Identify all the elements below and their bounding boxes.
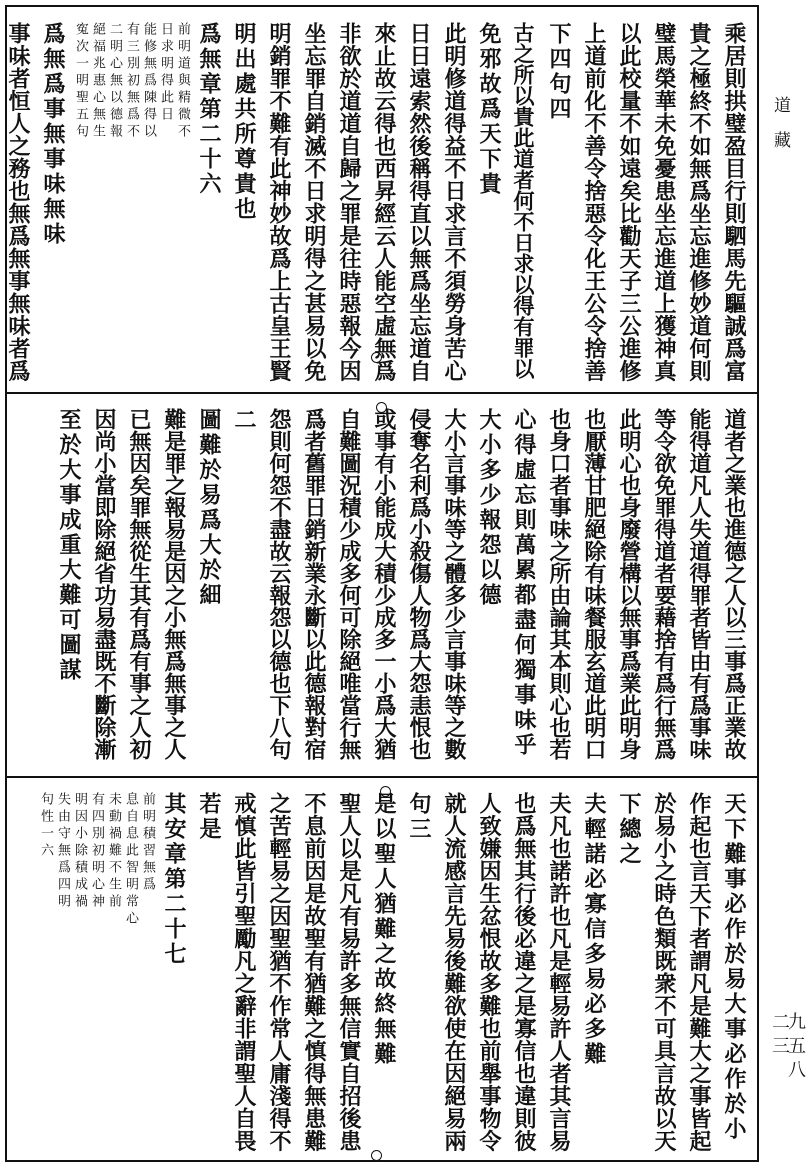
text-column: 人致嫌因生忿恨故多難也前舉事物令 <box>476 792 502 1152</box>
text-column: 此明修道得益不日求言不須勞身苦心 <box>441 22 467 382</box>
text-column: 因尚小當即除絕省功易盡既不斷除漸 <box>91 408 117 760</box>
text-column: 大小多少報怨以德 <box>476 408 502 608</box>
annotation-column: 有三別初無爲不 <box>124 22 139 141</box>
text-column: 也厭薄甘肥絕除有味餐服玄道此明口 <box>581 408 607 760</box>
annotation-column: 失由守無爲四明 <box>55 792 70 911</box>
text-column: 爲無爲事無事味無味 <box>40 22 66 247</box>
text-panel-bottom <box>14 792 750 1152</box>
text-column: 句三 <box>406 792 432 842</box>
annotation-column-group <box>36 792 155 928</box>
panel-divider-2 <box>5 776 759 778</box>
annotation-column-group <box>71 22 190 141</box>
text-column: 爲者舊罪日銷新業永斷以此德報對宿 <box>301 408 327 760</box>
text-column: 事味者恒人之務也無爲無事無味者爲 <box>5 22 31 382</box>
annotation-column: 句性一六 <box>38 792 53 860</box>
text-column: 璧馬榮華未免憂患坐忘進道上獲神真 <box>651 22 677 382</box>
text-column: 天下難事必作於易大事必作於小 <box>721 792 747 1142</box>
text-column: 之苦輕易之因聖猶不作常人庸淺得不 <box>266 792 292 1152</box>
annotation-column: 有四別初明心神 <box>89 792 104 911</box>
text-column: 難是罪之報易是因之小無爲無事之人 <box>161 408 187 760</box>
text-column: 也身口者事味之所由論其本則心也若 <box>546 408 572 760</box>
text-column: 侵奪名利爲小殺傷人物爲大怨恚恨也 <box>406 408 432 760</box>
text-column: 二 <box>231 408 257 433</box>
text-column: 明出處共所尊貴也 <box>231 22 257 222</box>
annotation-column: 絕福兆惠心無生 <box>90 22 105 141</box>
text-column: 夫凡也諾許也凡是輕易許人者其言易 <box>546 792 572 1152</box>
text-column: 坐忘罪自銷滅不日求明得之甚易以免 <box>301 22 327 382</box>
text-column: 道者之業也進德之人以三事爲正業故 <box>721 408 747 760</box>
text-column: 日日遠索然後稱得直以無爲坐忘道自 <box>406 22 432 382</box>
text-column: 以此校量不如遠矣比勸天子三公進修 <box>616 22 642 382</box>
text-column: 明銷罪不難有此神妙故爲上古皇王賢 <box>266 22 292 382</box>
text-column: 也爲無其行後必違之是寡信也違則彼 <box>511 792 537 1152</box>
text-column: 怨則何怨不盡故云報怨以德也下八句 <box>266 408 292 760</box>
page-number: 九五八 <box>785 1012 806 1084</box>
text-panel-top <box>5 22 750 382</box>
text-column: 是以聖人猶難之故終無難 <box>371 792 397 1067</box>
annotation-column: 未動禍難不生前 <box>106 792 121 911</box>
text-column: 免邪故爲天下貴 <box>476 22 502 197</box>
text-column: 於易小之時色類既衆不可具言故以天 <box>651 792 677 1152</box>
text-column: 能得道凡人失道得罪者皆由有爲事味 <box>686 408 712 760</box>
text-column: 聖人以是凡有易許多無信實自招後患 <box>336 792 362 1152</box>
annotation-column: 能修無爲陳得以 <box>141 22 156 141</box>
annotation-column: 寃次一明聖五句 <box>73 22 88 141</box>
text-column: 若是 <box>196 792 222 842</box>
text-column: 就人流感言先易後難欲使在因絕易兩 <box>441 792 467 1152</box>
panel-divider-1 <box>5 392 759 394</box>
text-column: 圖難於易爲大於細 <box>196 408 222 608</box>
text-column: 不息前因是故聖有猶難之慎得無患難 <box>301 792 327 1152</box>
text-column: 作起也言天下者謂凡是難大之事皆起 <box>686 792 712 1152</box>
text-column: 等令欲免罪得道者要藉捨有爲行無爲 <box>651 408 677 760</box>
text-column: 大小言事味等之體多少言事味等之數 <box>441 408 467 760</box>
text-column: 夫輕諾必寡信多易必多難 <box>581 792 607 1067</box>
annotation-column: 明因小除積成禍 <box>72 792 87 911</box>
text-column: 至於大事成重大難可圖謀 <box>56 408 82 683</box>
text-column: 或事有小能成大積少成多一小爲大猶 <box>371 408 397 760</box>
text-column: 來止故云得也西昇經云人能空虛無爲 <box>371 22 397 382</box>
text-column: 下總之 <box>616 792 642 867</box>
text-column: 爲無章第二十六 <box>196 22 222 197</box>
text-panel-middle <box>14 408 750 766</box>
annotation-column: 前明積習無爲 <box>140 792 155 894</box>
text-column: 古之所以貴此道者何不日求以得有罪以 <box>511 22 536 379</box>
text-column: 非欲於道道自歸之罪是往時惡報今因 <box>336 22 362 382</box>
text-column: 戒慎此皆引聖勵凡之辭非謂聖人自畏 <box>231 792 257 1152</box>
text-column: 自難圖況積少成多何可除絕唯當行無 <box>336 408 362 760</box>
annotation-column: 二明心無以德報 <box>107 22 122 141</box>
annotation-column: 息自息此智明常心 <box>123 792 138 928</box>
volume-number: 二三 <box>769 1012 790 1060</box>
annotation-column: 前明道與精微不 <box>175 22 190 141</box>
text-column: 其安章第二十七 <box>161 792 187 967</box>
annotation-column: 日求明得此日 <box>158 22 173 124</box>
text-column: 此明心也身廢營構以無事爲業此明身 <box>616 408 642 760</box>
text-column: 已無因矣罪無從生其有爲有事之人初 <box>126 408 152 760</box>
text-column: 心得虛忘則萬累都盡何獨事味乎 <box>511 408 537 758</box>
text-column: 乘居則拱璧盈目行則駟馬先驅誠爲富 <box>721 22 747 382</box>
text-column: 上道前化不善令捨惡令化王公令捨善 <box>581 22 607 382</box>
text-column: 貴之極終不如無爲坐忘進修妙道何則 <box>686 22 712 382</box>
book-title: 道藏 <box>770 96 790 166</box>
text-column: 下四句四 <box>546 22 572 122</box>
